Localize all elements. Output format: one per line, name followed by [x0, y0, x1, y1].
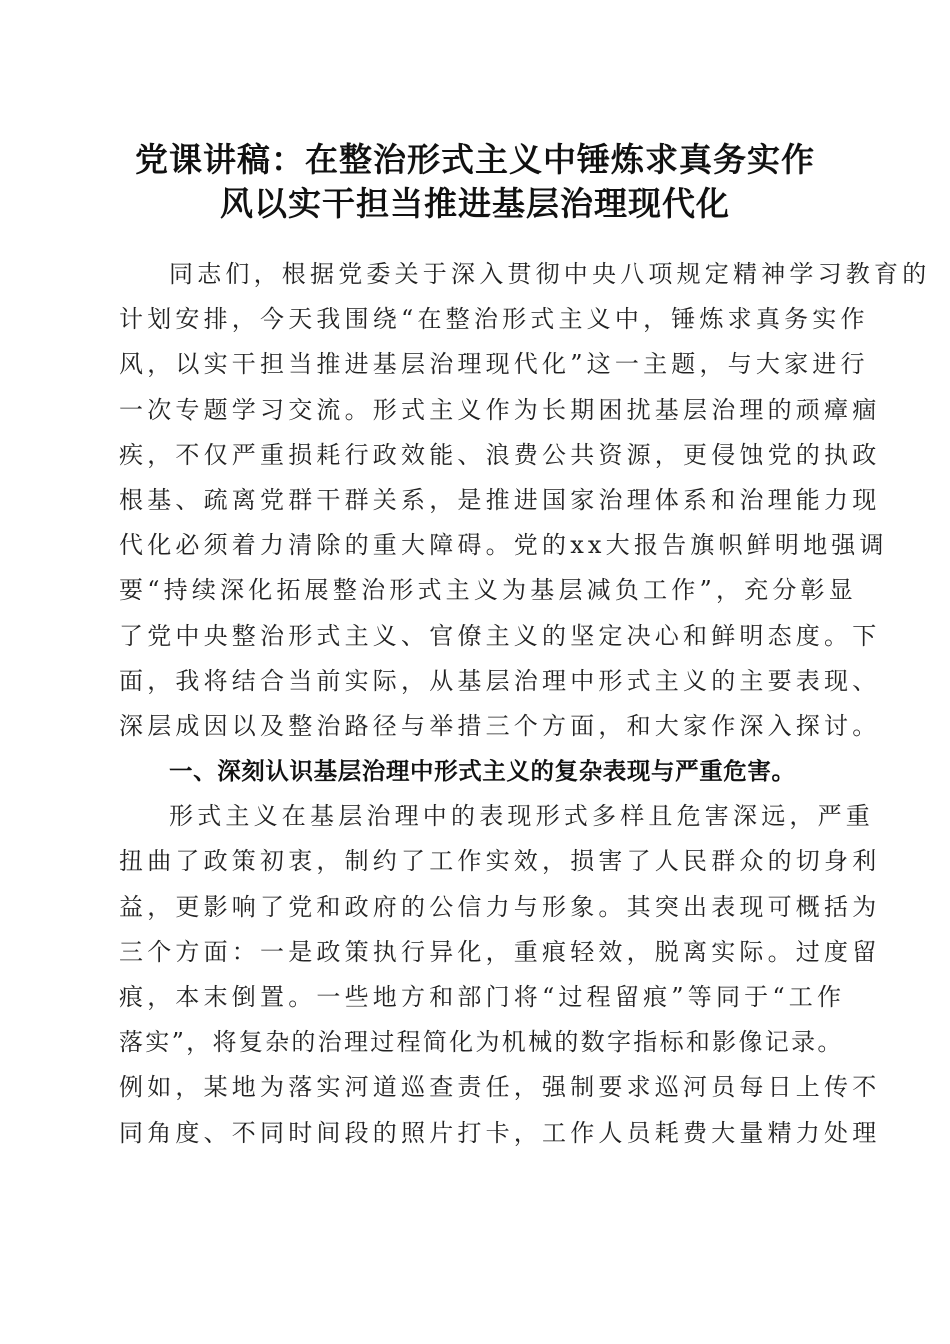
section-heading: 一、深刻认识基层治理中形式主义的复杂表现与严重危害。 — [169, 757, 796, 786]
document-body — [119, 252, 931, 1156]
paragraph-line: 疾，不仅严重损耗行政效能、浪费公共资源，更侵蚀党的执政 — [119, 440, 881, 469]
paragraph-line: 面，我将结合当前实际，从基层治理中形式主义的主要表现、 — [119, 666, 881, 695]
paragraph-line: 三个方面：一是政策执行异化，重痕轻效，脱离实际。过度留 — [119, 937, 881, 966]
paragraph-line: 痕，本末倒置。一些地方和部门将“过程留痕”等同于“工作 — [119, 983, 846, 1011]
paragraph-line: 风，以实干担当推进基层治理现代化”这一主题，与大家进行 — [119, 350, 869, 379]
paragraph-line: 同志们，根据党委关于深入贯彻中央八项规定精神学习教育的 — [169, 260, 931, 288]
document-title-line-2: 风以实干担当推进基层治理现代化 — [220, 184, 730, 223]
paragraph-line: 计划安排，今天我围绕“在整治形式主义中，锤炼求真务实作 — [119, 305, 869, 334]
paragraph-line: 一次专题学习交流。形式主义作为长期困扰基层治理的顽瘴痼 — [119, 395, 881, 424]
paragraph-line: 根基、疏离党群干群关系，是推进国家治理体系和治理能力现 — [119, 485, 881, 514]
paragraph-line: 深层成因以及整治路径与举措三个方面，和大家作深入探讨。 — [119, 711, 881, 740]
paragraph-line: 扭曲了政策初衷，制约了工作实效，损害了人民群众的切身利 — [119, 847, 881, 876]
paragraph-line: 形式主义在基层治理中的表现形式多样且危害深远，严重 — [169, 802, 874, 831]
paragraph-line: 要“持续深化拓展整治形式主义为基层减负工作”，充分彰显 — [119, 576, 857, 605]
paragraph-line: 例如，某地为落实河道巡查责任，强制要求巡河员每日上传不 — [119, 1073, 881, 1102]
paragraph-line: 代化必须着力清除的重大障碍。党的xx大报告旗帜鲜明地强调 — [119, 531, 888, 560]
paragraph-line: 落实”，将复杂的治理过程简化为机械的数字指标和影像记录。 — [119, 1028, 844, 1057]
document-title-line-1: 党课讲稿：在整治形式主义中锤炼求真务实作 — [135, 140, 815, 179]
paragraph-line: 益，更影响了党和政府的公信力与形象。其突出表现可概括为 — [119, 892, 881, 921]
paragraph-line: 同角度、不同时间段的照片打卡，工作人员耗费大量精力处理 — [119, 1118, 881, 1147]
paragraph-line: 了党中央整治形式主义、官僚主义的坚定决心和鲜明态度。下 — [119, 621, 881, 650]
